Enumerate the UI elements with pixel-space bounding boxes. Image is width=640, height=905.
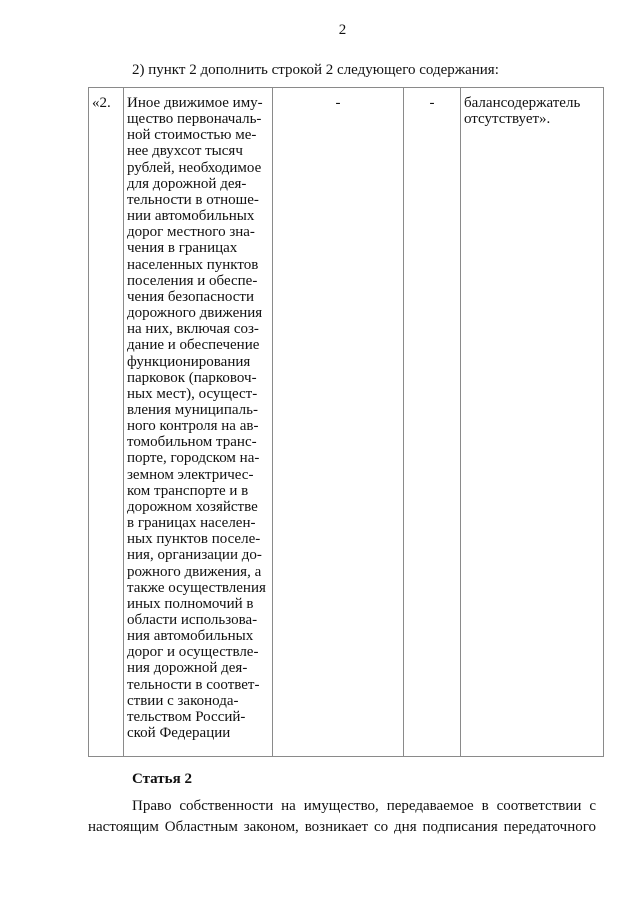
dash-value-2: - bbox=[429, 95, 435, 111]
dash-value-1: - bbox=[335, 95, 341, 111]
amendment-table bbox=[88, 87, 604, 757]
property-name: Иное движимое иму- щество первоначаль- ной стоимостью ме- нее двухсот тысяч рублей, необходимое для дорожной дея- тельности в отноше- нии автомобильных дорог местного зна- чения в границах населенных пунктов поселения и обеспе- чения безопасности дорожного движения на них, включая соз- дание и обеспечение функционирования парковок (парковоч- ных мест), осущест- вления муниципаль- ного контроля на ав- томобильном транс- порте, городском на- земном электричес- ком транспорте и в дорожном хозяйстве в границах населен- ных пунктов поселе- ния, организации до- рожного движения, а также осуществления иных полномочий в области использова- ния автомобильных дорог и осуществле- ния дорожной дея- тельности в соответ- ствии с законода- тельством Россий- ской Федерации bbox=[127, 95, 266, 742]
row-number-cell bbox=[89, 88, 124, 757]
amendment-intro: 2) пункт 2 дополнить строкой 2 следующего содержания: bbox=[132, 62, 499, 78]
balance-holder: балансодержатель отсутствует». bbox=[464, 95, 581, 128]
table-row bbox=[89, 88, 604, 757]
row-number: «2. bbox=[92, 95, 111, 111]
page-number: 2 bbox=[338, 22, 347, 38]
article-paragraph: Право собственности на имущество, передаваемое в соответствии с настоящим Областным законом, возникает со дня подписания передаточного bbox=[88, 798, 596, 835]
balance-holder-cell bbox=[461, 88, 604, 757]
article-heading: Статья 2 bbox=[132, 771, 192, 787]
property-name-cell bbox=[124, 88, 273, 757]
dash-cell-2 bbox=[404, 88, 461, 757]
dash-cell-1 bbox=[273, 88, 404, 757]
